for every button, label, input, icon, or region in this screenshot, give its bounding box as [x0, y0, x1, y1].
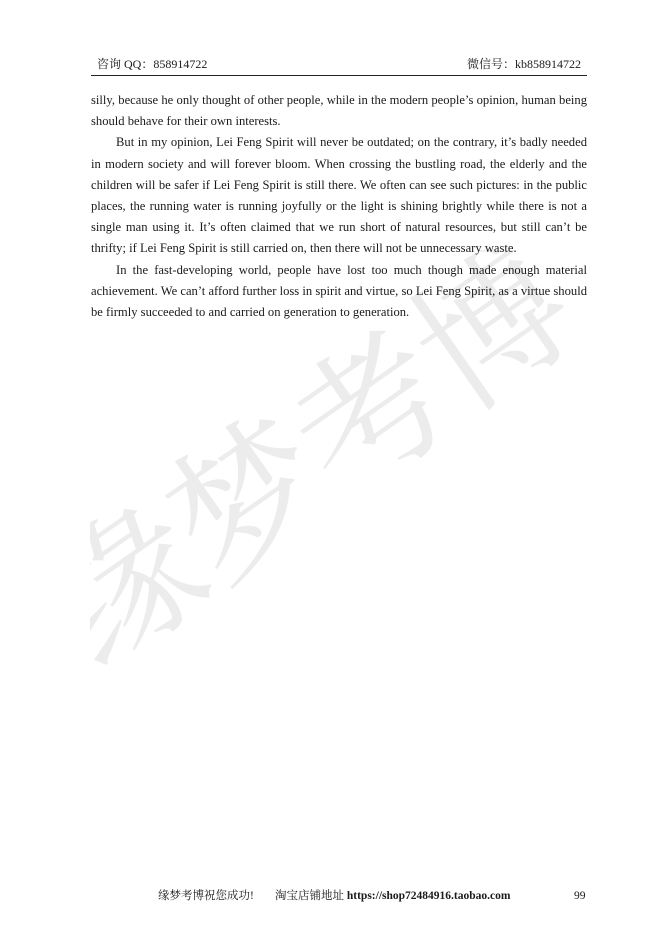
paragraph-conclusion: In the fast-developing world, people have lost too much though made enough material achievement. We can’t afford further loss in spirit and virtue, so Lei Feng Spirit, as a virtue should be firmly succeeded to and carried on generation to generation. — [91, 262, 587, 320]
header-qq-contact: 咨询 QQ：858914722 — [97, 57, 208, 71]
footer-shop-label: 淘宝店铺地址 — [275, 890, 344, 902]
paragraph-opinion: But in my opinion, Lei Feng Spirit will never be outdated; on the contrary, it’s badly needed in modern society and will forever bloom. When crossing the bustling road, the elderly and the children will be safer if Lei Feng Spirit is still there. We often can see such pictures: in the public places, the running water is running joyfully or the light is shining brightly while there is not a single man using it. It’s often claimed that we run short of natural resources, but still can’t be thrifty; if Lei Feng Spirit is still carried on, then there will not be unnecessary waste. — [91, 135, 587, 256]
document-body — [91, 90, 587, 323]
page-number: 99 — [574, 890, 586, 902]
paragraph-continued: silly, because he only thought of other people, while in the modern people’s opinion, human being should behave for their own interests. — [91, 93, 587, 129]
footer-slogan: 缘梦考博祝您成功! — [158, 890, 254, 902]
header-wechat-contact: 微信号：kb858914722 — [466, 57, 581, 71]
footer-shop-link[interactable]: https://shop72484916.taobao.com — [346, 890, 511, 902]
page-header — [91, 57, 587, 76]
footer-shop — [275, 889, 510, 903]
watermark-text: 缘梦考博 — [90, 250, 590, 702]
